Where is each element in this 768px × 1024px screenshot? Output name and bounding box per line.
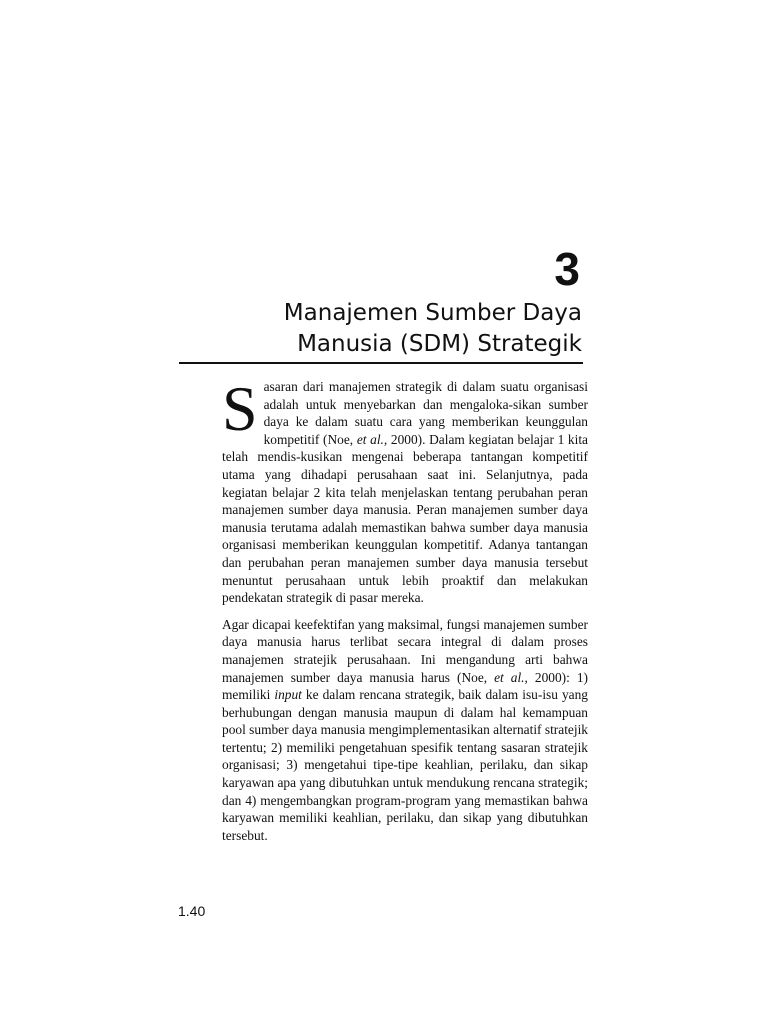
paragraph-1-italic: et al., xyxy=(356,431,388,447)
paragraph-2-text-b: , 2000): 1) memiliki xyxy=(222,669,588,703)
paragraph-2-text-a: Agar dicapai keefektifan yang maksimal, fungsi manajemen sumber daya manusia harus terlibat secara integral di dalam proses manajemen stratejik perusahaan. Ini mengandung arti bahwa manajemen sumber daya manusia harus (Noe, xyxy=(222,616,588,685)
page-number: 1.40 xyxy=(178,903,206,919)
body-text xyxy=(222,373,588,853)
chapter-title xyxy=(162,298,582,360)
paragraph-1 xyxy=(222,373,588,607)
drop-cap: S xyxy=(222,373,258,444)
paragraph-2-text-c: ke dalam rencana strategik, baik dalam isu-isu yang berhubungan dengan manusia maupun di dalam hal kemampuan pool sumber daya manusia mengimplementasikan alternatif stratejik tertentu; 2) memiliki pengetahuan spesifik tentang sasaran stratejik organisasi; 3) mengetahui tipe-tipe keahlian, perilaku, dan sikap karyawan apa yang dibutuhkan untuk mendukung rencana strategik; dan 4) mengembangkan program-program yang memastikan bahwa karyawan memiliki keahlian, perilaku, dan sikap yang dibutuhkan tersebut. xyxy=(222,687,588,843)
chapter-title-line-2: Manusia (SDM) Strategik xyxy=(297,331,582,357)
paragraph-2 xyxy=(222,616,588,845)
chapter-number: 3 xyxy=(554,243,580,295)
paragraph-2-italic-2: input xyxy=(274,687,302,703)
paragraph-1-text-a: asaran dari manajemen strategik di dalam suatu organisasi adalah untuk menyebarkan dan mengaloka-sikan sumber daya ke dalam suatu cara yang memberikan keunggulan kompetitif (Noe, xyxy=(263,379,588,447)
paragraph-1-text-b: 2000). Dalam kegiatan belajar 1 kita telah mendis-kusikan mengenai beberapa tantangan kompetitif utama yang dihadapi perusahaan saat ini. Selanjutnya, pada kegiatan belajar 2 kita telah menjelaskan tentang perubahan peran manajemen sumber daya manusia. Peran manajemen sumber daya manusia terutama adalah memastikan bahwa sumber daya manusia organisasi memberikan keunggulan kompetitif. Adanya tantangan dan perubahan peran manajemen sumber daya manusia tersebut menuntut perusahaan untuk lebih proaktif dan melakukan pendekatan strategik di pasar mereka. xyxy=(222,431,588,606)
chapter-title-line-1: Manajemen Sumber Daya xyxy=(283,300,582,326)
title-divider xyxy=(179,362,583,364)
paragraph-2-italic-1: et al. xyxy=(494,669,525,685)
